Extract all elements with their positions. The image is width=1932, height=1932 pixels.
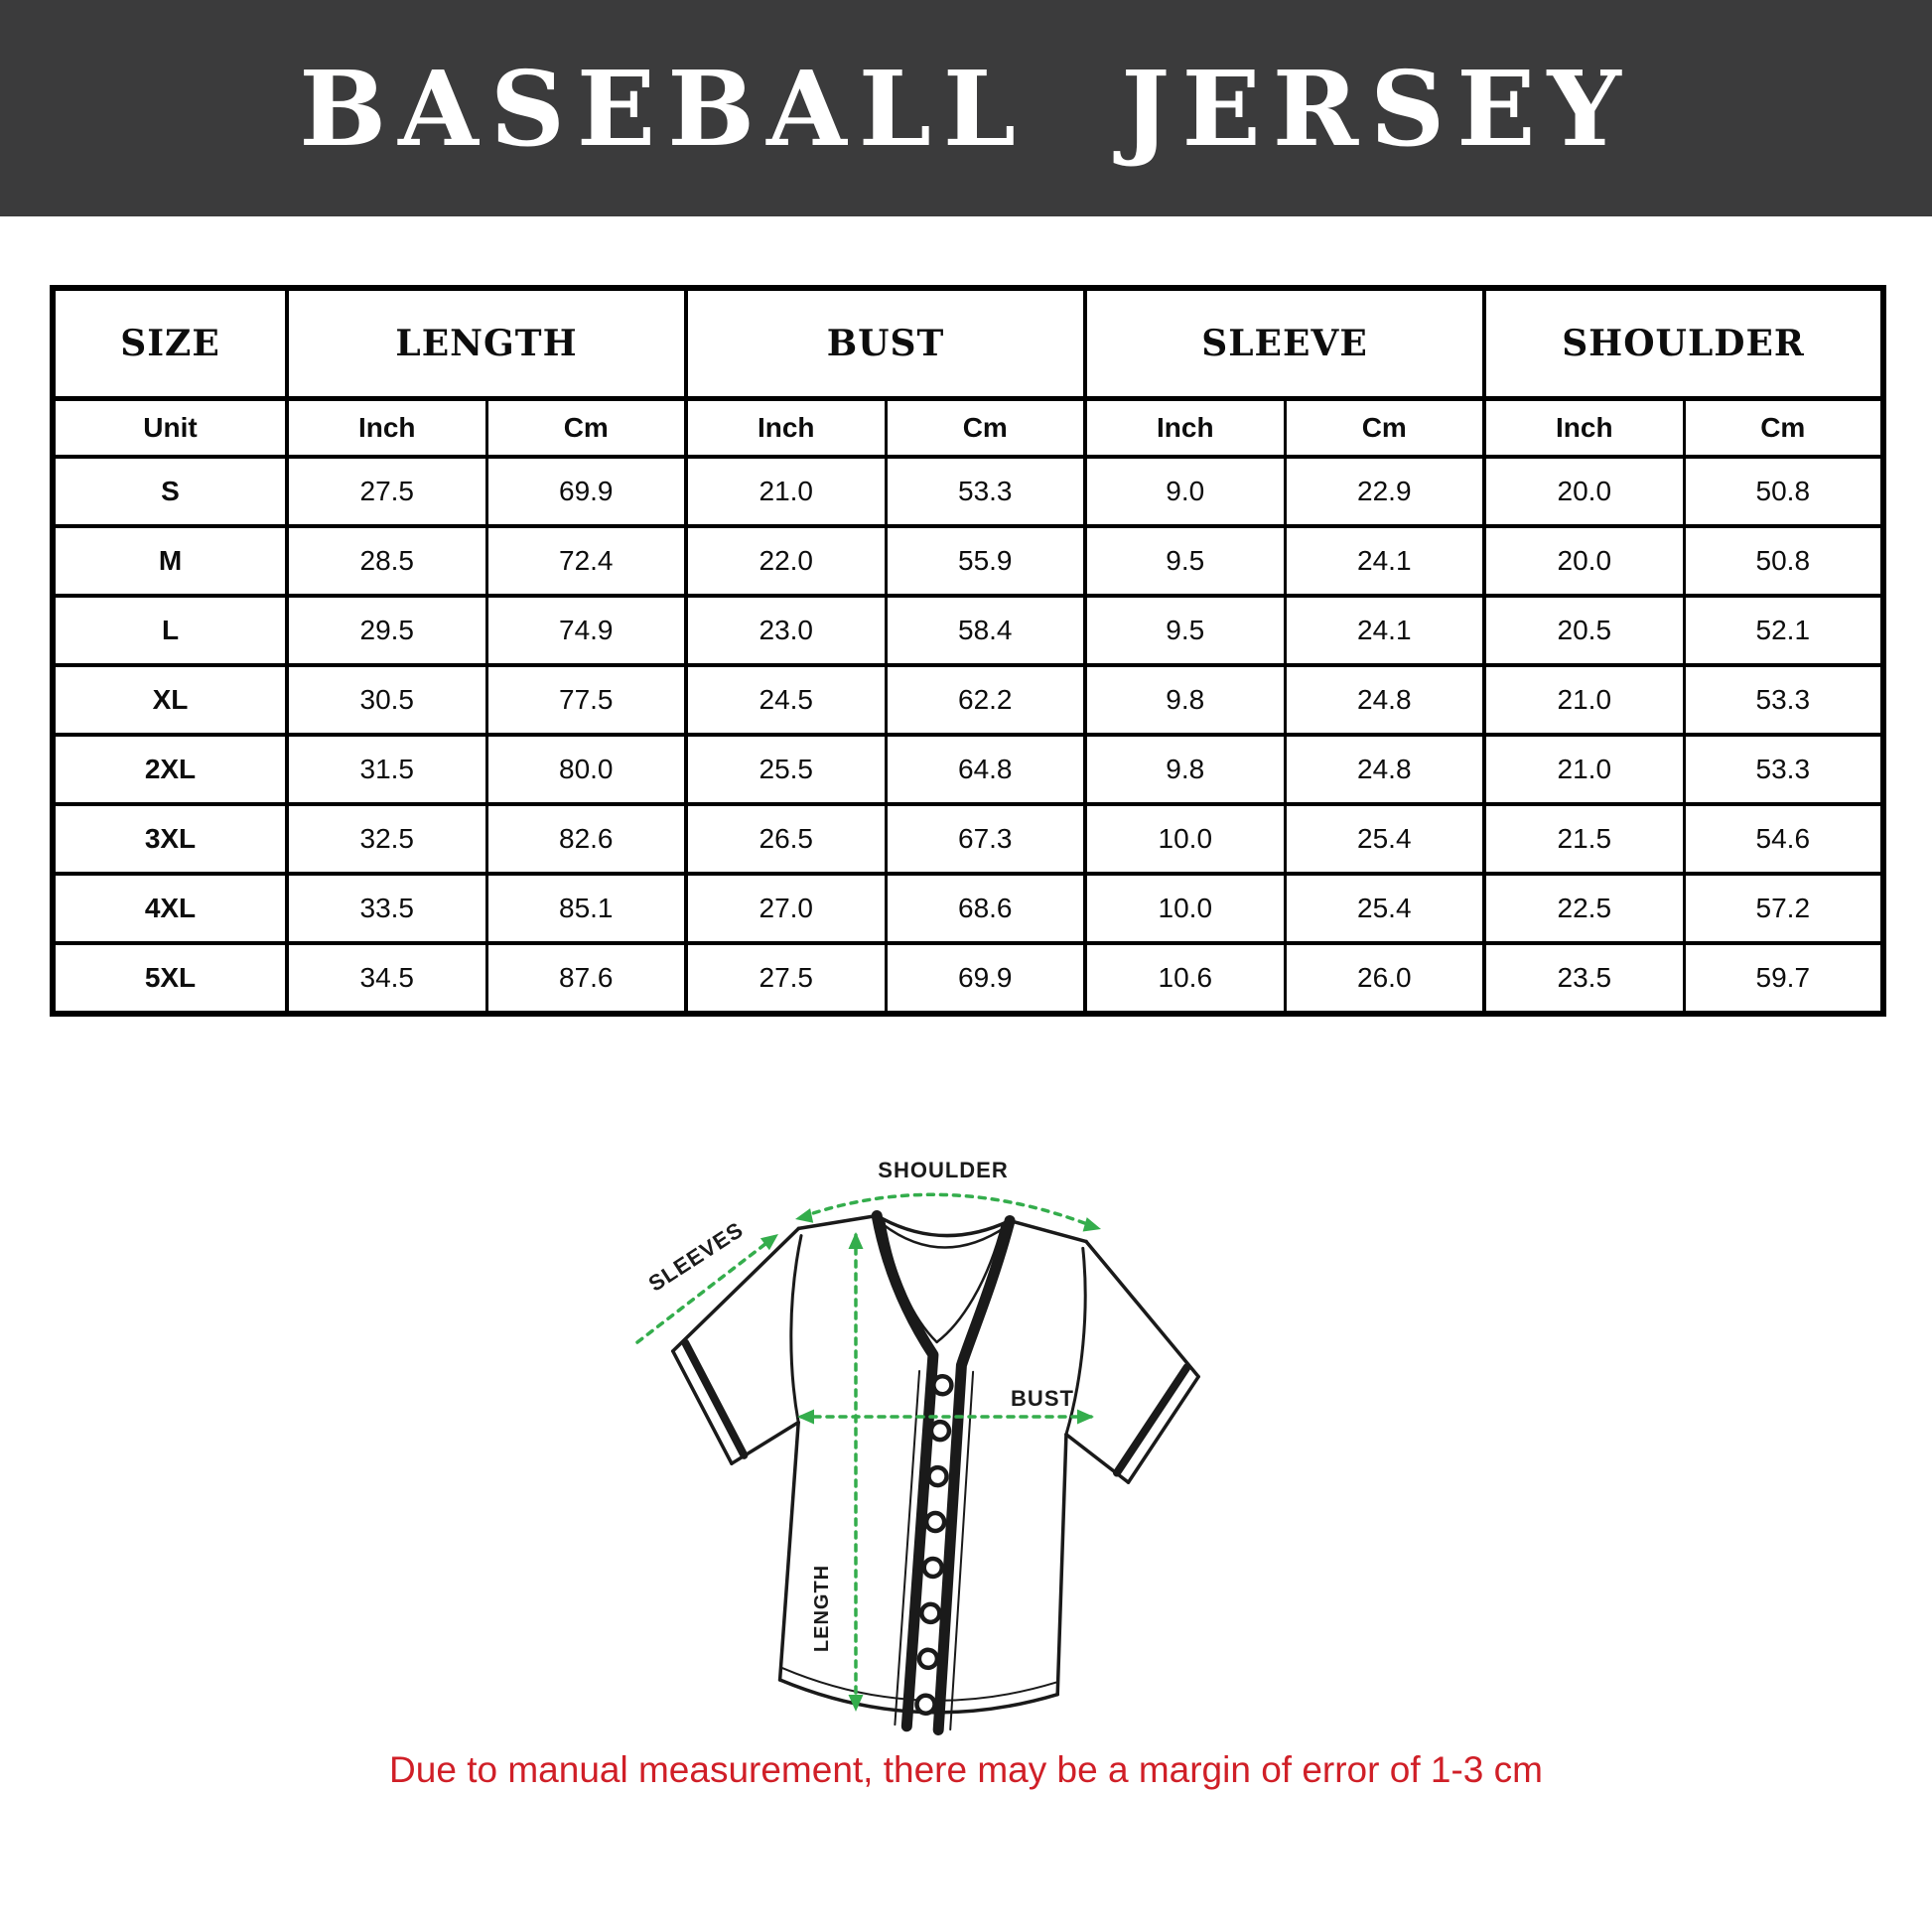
value-cell: 10.0 <box>1085 874 1285 943</box>
table-row <box>53 457 1883 526</box>
shoulder-label: SHOULDER <box>878 1158 1009 1182</box>
jersey-measurement-diagram <box>596 1132 1390 1827</box>
value-cell: 31.5 <box>287 735 486 804</box>
unit-cell: Inch <box>1085 399 1285 458</box>
table-row <box>53 804 1883 874</box>
value-cell: 20.0 <box>1484 526 1684 596</box>
value-cell: 20.0 <box>1484 457 1684 526</box>
value-cell: 53.3 <box>1684 735 1883 804</box>
table-row <box>53 874 1883 943</box>
value-cell: 24.1 <box>1285 596 1484 665</box>
value-cell: 58.4 <box>886 596 1085 665</box>
value-cell: 68.6 <box>886 874 1085 943</box>
value-cell: 10.6 <box>1085 943 1285 1014</box>
value-cell: 24.1 <box>1285 526 1484 596</box>
col-header-shoulder: SHOULDER <box>1484 288 1883 399</box>
table-row <box>53 526 1883 596</box>
value-cell: 22.0 <box>686 526 886 596</box>
value-cell: 52.1 <box>1684 596 1883 665</box>
col-header-bust: BUST <box>686 288 1085 399</box>
value-cell: 27.5 <box>686 943 886 1014</box>
value-cell: 59.7 <box>1684 943 1883 1014</box>
value-cell: 10.0 <box>1085 804 1285 874</box>
table-row <box>53 596 1883 665</box>
unit-cell: Inch <box>287 399 486 458</box>
unit-cell: Inch <box>1484 399 1684 458</box>
value-cell: 26.0 <box>1285 943 1484 1014</box>
value-cell: 29.5 <box>287 596 486 665</box>
value-cell: 80.0 <box>486 735 686 804</box>
value-cell: 22.5 <box>1484 874 1684 943</box>
size-cell: 2XL <box>53 735 287 804</box>
value-cell: 23.0 <box>686 596 886 665</box>
unit-cell: Cm <box>486 399 686 458</box>
value-cell: 9.5 <box>1085 596 1285 665</box>
size-table-body <box>53 457 1883 1014</box>
value-cell: 77.5 <box>486 665 686 735</box>
unit-cell: Unit <box>53 399 287 458</box>
shoulder-arrow-left-icon <box>793 1208 813 1226</box>
value-cell: 21.0 <box>686 457 886 526</box>
col-header-size: SIZE <box>53 288 287 399</box>
value-cell: 28.5 <box>287 526 486 596</box>
value-cell: 24.8 <box>1285 665 1484 735</box>
value-cell: 55.9 <box>886 526 1085 596</box>
size-cell: 4XL <box>53 874 287 943</box>
measurement-note: Due to manual measurement, there may be a margin of error of 1-3 cm <box>389 1749 1543 1790</box>
value-cell: 26.5 <box>686 804 886 874</box>
sleeves-label: SLEEVES <box>643 1216 749 1297</box>
size-cell: L <box>53 596 287 665</box>
value-cell: 50.8 <box>1684 526 1883 596</box>
value-cell: 64.8 <box>886 735 1085 804</box>
value-cell: 85.1 <box>486 874 686 943</box>
value-cell: 9.0 <box>1085 457 1285 526</box>
value-cell: 24.8 <box>1285 735 1484 804</box>
col-header-sleeve: SLEEVE <box>1085 288 1484 399</box>
length-label: LENGTH <box>811 1564 833 1653</box>
bust-label: BUST <box>1011 1386 1074 1411</box>
value-cell: 20.5 <box>1484 596 1684 665</box>
value-cell: 25.4 <box>1285 804 1484 874</box>
size-cell: S <box>53 457 287 526</box>
value-cell: 25.4 <box>1285 874 1484 943</box>
table-group-header-row <box>53 288 1883 399</box>
value-cell: 54.6 <box>1684 804 1883 874</box>
table-unit-row <box>53 399 1883 458</box>
size-cell: 5XL <box>53 943 287 1014</box>
value-cell: 21.0 <box>1484 665 1684 735</box>
unit-cell: Cm <box>1285 399 1484 458</box>
value-cell: 30.5 <box>287 665 486 735</box>
value-cell: 53.3 <box>886 457 1085 526</box>
value-cell: 9.5 <box>1085 526 1285 596</box>
size-cell: XL <box>53 665 287 735</box>
value-cell: 69.9 <box>886 943 1085 1014</box>
value-cell: 57.2 <box>1684 874 1883 943</box>
table-row <box>53 735 1883 804</box>
size-chart-table <box>50 285 1886 1017</box>
value-cell: 24.5 <box>686 665 886 735</box>
value-cell: 74.9 <box>486 596 686 665</box>
value-cell: 87.6 <box>486 943 686 1014</box>
unit-cell: Cm <box>1684 399 1883 458</box>
unit-cell: Cm <box>886 399 1085 458</box>
size-chart-wrap <box>50 285 1886 1017</box>
col-header-length: LENGTH <box>287 288 686 399</box>
value-cell: 34.5 <box>287 943 486 1014</box>
value-cell: 22.9 <box>1285 457 1484 526</box>
value-cell: 21.5 <box>1484 804 1684 874</box>
value-cell: 27.5 <box>287 457 486 526</box>
shoulder-arrow-right-icon <box>1083 1217 1103 1236</box>
value-cell: 25.5 <box>686 735 886 804</box>
header-banner <box>0 0 1932 216</box>
table-row <box>53 943 1883 1014</box>
value-cell: 32.5 <box>287 804 486 874</box>
value-cell: 50.8 <box>1684 457 1883 526</box>
unit-cell: Inch <box>686 399 886 458</box>
value-cell: 53.3 <box>1684 665 1883 735</box>
size-cell: 3XL <box>53 804 287 874</box>
value-cell: 33.5 <box>287 874 486 943</box>
size-cell: M <box>53 526 287 596</box>
jersey-outline-icon <box>654 1203 1206 1742</box>
value-cell: 9.8 <box>1085 735 1285 804</box>
value-cell: 21.0 <box>1484 735 1684 804</box>
value-cell: 67.3 <box>886 804 1085 874</box>
value-cell: 62.2 <box>886 665 1085 735</box>
table-row <box>53 665 1883 735</box>
value-cell: 9.8 <box>1085 665 1285 735</box>
value-cell: 69.9 <box>486 457 686 526</box>
value-cell: 82.6 <box>486 804 686 874</box>
value-cell: 23.5 <box>1484 943 1684 1014</box>
value-cell: 72.4 <box>486 526 686 596</box>
page-title: BASEBALL JERSEY <box>299 47 1633 170</box>
value-cell: 27.0 <box>686 874 886 943</box>
